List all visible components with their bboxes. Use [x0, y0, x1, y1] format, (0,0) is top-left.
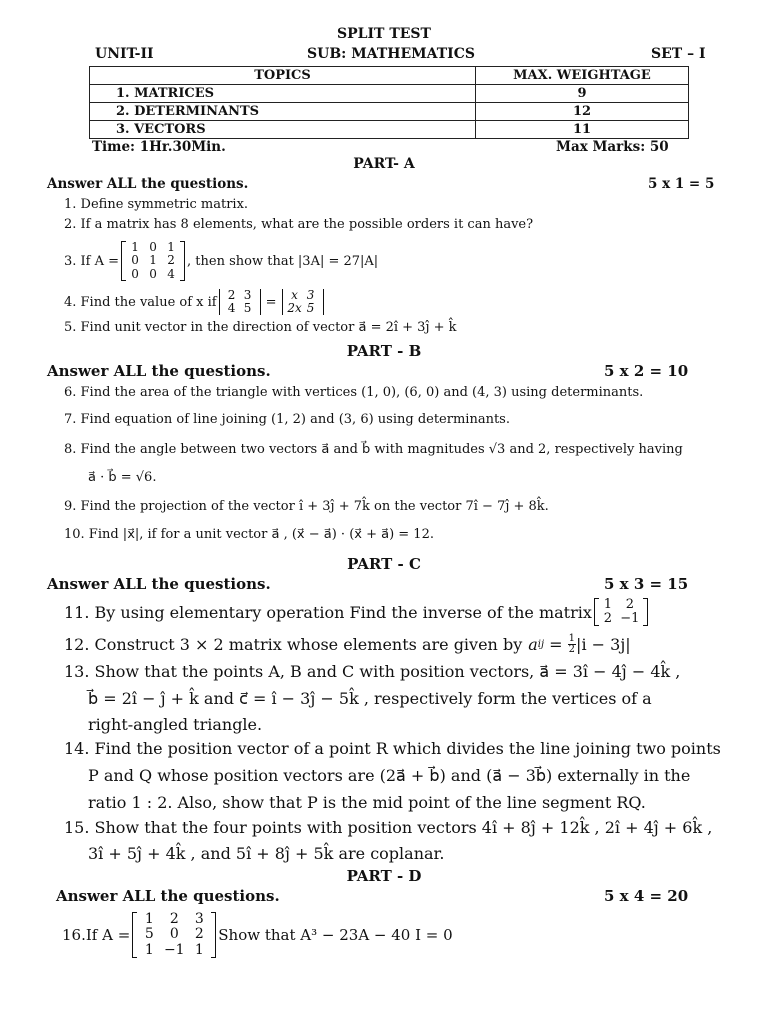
question-10: 10. Find |x⃗|, if for a unit vector a⃗ , (x⃗ − a⃗) · (x⃗ + a⃗) = 12.	[64, 527, 434, 542]
q11-text: 11. By using elementary operation Find the inverse of the matrix	[64, 602, 592, 622]
weight-cell: 12	[476, 103, 689, 121]
q4-determinant-left: 2 3 4 5	[219, 289, 261, 315]
set-label: SET – I	[651, 46, 706, 62]
table-row	[90, 103, 689, 121]
q11-matrix: 1 2 2 −1	[594, 598, 648, 627]
q4-determinant-right: x 3 2x 5	[282, 289, 324, 315]
question-12	[64, 631, 631, 657]
q12-fraction	[568, 634, 576, 655]
part-a-title: PART- A	[353, 156, 415, 172]
q12-formula-a: a	[528, 634, 538, 654]
topic-cell: 3. VECTORS	[90, 121, 476, 139]
column-header-weightage: MAX. WEIGHTAGE	[476, 67, 689, 85]
table-row	[90, 121, 689, 139]
part-c-title: PART - C	[347, 555, 421, 573]
topic-cell: 2. DETERMINANTS	[90, 103, 476, 121]
paper-title: SPLIT TEST	[337, 26, 431, 42]
question-6: 6. Find the area of the triangle with vertices (1, 0), (6, 0) and (4, 3) using determinants.	[64, 385, 644, 400]
weight-cell: 9	[476, 85, 689, 103]
question-13-line-1: 13. Show that the points A, B and C with position vectors, a⃗ = 3î − 4ĵ − 4k̂ ,	[64, 662, 681, 681]
question-3	[64, 237, 378, 285]
topic-cell: 1. MATRICES	[90, 85, 476, 103]
question-15-line-1: 15. Show that the four points with position vectors 4î + 8ĵ + 12k̂ , 2î + 4ĵ + 6k̂ ,	[64, 818, 713, 837]
weight-cell: 11	[476, 121, 689, 139]
question-15-line-2: 3î + 5ĵ + 4k̂ , and 5î + 8ĵ + 5k̂ are coplanar.	[88, 844, 445, 863]
table-header-row	[90, 67, 689, 85]
q12-denominator: 2	[568, 643, 576, 655]
part-b-marks: 5 x 2 = 10	[604, 362, 689, 380]
q3-prefix: 3. If A =	[64, 253, 120, 269]
q16-prefix: 16.If A =	[62, 926, 131, 944]
question-7: 7. Find equation of line joining (1, 2) and (3, 6) using determinants.	[64, 412, 510, 427]
question-13-line-3: right-angled triangle.	[88, 715, 263, 734]
q3-matrix: 1 0 1 0 1 2 0 0 4	[121, 241, 185, 281]
unit-label: UNIT-II	[95, 46, 154, 62]
q12-formula-subscript: ij	[537, 638, 545, 650]
q12-numerator: 1	[568, 632, 576, 644]
question-16	[62, 907, 453, 963]
q4-prefix: 4. Find the value of x if	[64, 294, 217, 310]
question-11	[64, 594, 650, 630]
part-a-instruction: Answer ALL the questions.	[47, 176, 249, 192]
question-8-line-2: a⃗ · b⃗ = √6.	[88, 470, 157, 485]
q12-text: 12. Construct 3 × 2 matrix whose elements are given by	[64, 634, 523, 654]
part-d-marks: 5 x 4 = 20	[604, 887, 689, 905]
subject-label: SUB: MATHEMATICS	[307, 46, 475, 62]
part-b-instruction: Answer ALL the questions.	[47, 362, 271, 380]
part-c-instruction: Answer ALL the questions.	[47, 575, 271, 593]
question-1: 1. Define symmetric matrix.	[64, 197, 249, 212]
part-a-marks: 5 x 1 = 5	[648, 176, 715, 192]
topics-table	[89, 66, 689, 139]
question-2: 2. If a matrix has 8 elements, what are the possible orders it can have?	[64, 217, 534, 232]
time-label: Time: 1Hr.30Min.	[92, 139, 226, 155]
q12-formula-tail: |i − 3j|	[576, 634, 631, 654]
question-5: 5. Find unit vector in the direction of vector a⃗ = 2î + 3ĵ + k̂	[64, 320, 457, 335]
part-d-instruction: Answer ALL the questions.	[56, 887, 280, 905]
question-4	[64, 286, 326, 318]
q16-suffix: Show that A³ − 23A − 40 I = 0	[218, 926, 453, 944]
q4-equals: =	[265, 294, 277, 310]
question-14-line-2: P and Q whose position vectors are (2a⃗ + b⃗) and (a⃗ − 3b⃗) externally in the	[88, 766, 691, 785]
q12-equals: =	[544, 634, 568, 654]
question-14-line-3: ratio 1 : 2. Also, show that P is the mid point of the line segment RQ.	[88, 793, 646, 812]
part-c-marks: 5 x 3 = 15	[604, 575, 689, 593]
q3-suffix: , then show that |3A| = 27|A|	[187, 253, 379, 269]
question-13-line-2: b⃗ = 2î − ĵ + k̂ and c⃗ = î − 3ĵ − 5k̂ , respectively form the vertices of a	[88, 689, 652, 708]
q16-matrix: 1 2 3 5 0 2 1 −1 1	[132, 912, 216, 958]
column-header-topics: TOPICS	[90, 67, 476, 85]
question-14-line-1: 14. Find the position vector of a point R which divides the line joining two points	[64, 739, 721, 758]
question-8-line-1: 8. Find the angle between two vectors a⃗ and b⃗ with magnitudes √3 and 2, respectively having	[64, 442, 683, 457]
part-d-title: PART - D	[346, 867, 422, 885]
question-9: 9. Find the projection of the vector î + 3ĵ + 7k̂ on the vector 7î − 7ĵ + 8k̂.	[64, 499, 549, 514]
part-b-title: PART - B	[346, 342, 422, 360]
table-row	[90, 85, 689, 103]
max-marks-label: Max Marks: 50	[556, 139, 669, 155]
